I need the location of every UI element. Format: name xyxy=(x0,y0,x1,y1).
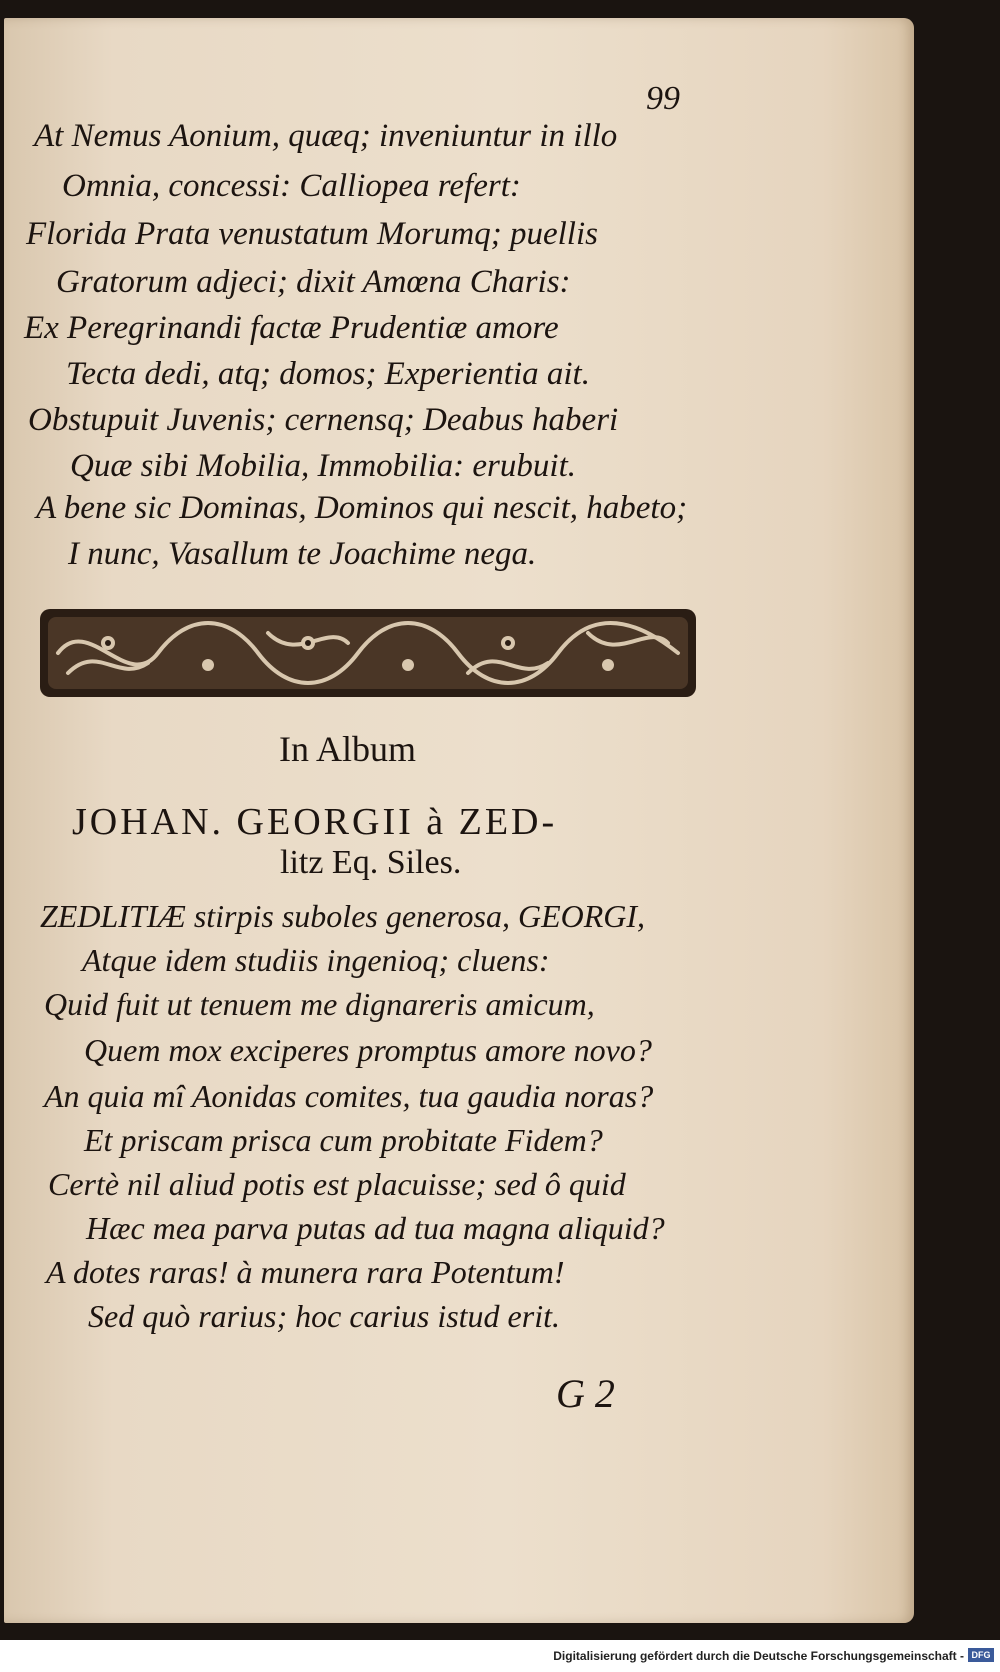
book-page xyxy=(4,18,914,1623)
verse-line: Atque idem studiis ingenioq; cluens: xyxy=(82,942,550,978)
ornamental-headpiece xyxy=(38,603,698,703)
heading-dedicatee-name: JOHAN. GEORGII à ZED- xyxy=(72,801,558,843)
verse-line: Florida Prata venustatum Morumq; puellis xyxy=(26,216,598,252)
heading-in-album: In Album xyxy=(279,729,417,769)
verse-line: Ex Peregrinandi factæ Prudentiæ amore xyxy=(24,310,559,346)
verse-line: Obstupuit Juvenis; cernensq; Deabus haberi xyxy=(28,402,619,438)
funding-notice: Digitalisierung gefördert durch die Deutsche Forschungsgemeinschaft - xyxy=(553,1649,964,1663)
verse-line: I nunc, Vasallum te Joachime nega. xyxy=(68,536,537,572)
verse-line: A bene sic Dominas, Dominos qui nescit, habeto; xyxy=(36,490,688,526)
verse-line: Et priscam prisca cum probitate Fidem? xyxy=(84,1122,603,1158)
signature-catchword: G 2 xyxy=(556,1371,615,1416)
verse-line: Hæc mea parva putas ad tua magna aliquid? xyxy=(86,1210,665,1246)
verse-line: Gratorum adjeci; dixit Amœna Charis: xyxy=(56,264,571,300)
verse-line: Certè nil aliud potis est placuisse; sed ô quid xyxy=(48,1166,626,1202)
verse-line: Quem mox exciperes promptus amore novo? xyxy=(84,1032,652,1068)
verse-line: ZEDLITIÆ stirpis suboles generosa, GEORGI, xyxy=(40,898,646,934)
footer-bar xyxy=(0,1640,1000,1672)
verse-line: Quæ sibi Mobilia, Immobilia: erubuit. xyxy=(70,448,576,484)
verse-line: Sed quò rarius; hoc carius istud erit. xyxy=(88,1298,560,1334)
heading-dedicatee-title: litz Eq. Siles. xyxy=(280,844,462,881)
dfg-logo-icon: DFG xyxy=(968,1648,994,1662)
verse-line: Quid fuit ut tenuem me dignareris amicum, xyxy=(44,986,595,1022)
page-number: 99 xyxy=(646,80,680,117)
verse-line: At Nemus Aonium, quæq; inveniuntur in illo xyxy=(34,118,618,154)
verse-line: An quia mî Aonidas comites, tua gaudia noras? xyxy=(44,1078,654,1114)
verse-line: Tecta dedi, atq; domos; Experientia ait. xyxy=(66,356,590,392)
verse-line: Omnia, concessi: Calliopea refert: xyxy=(62,168,521,204)
verse-line: A dotes raras! à munera rara Potentum! xyxy=(46,1254,565,1290)
